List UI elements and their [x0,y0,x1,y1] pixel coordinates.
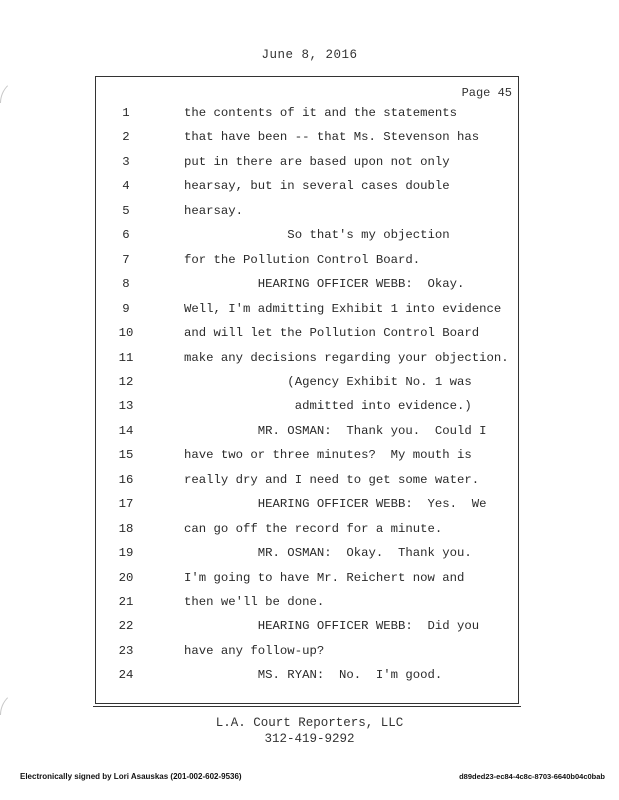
document-date: June 8, 2016 [261,48,358,62]
line-number: 17 [118,497,134,512]
line-number: 8 [122,277,130,292]
line-text: HEARING OFFICER WEBB: Did you [184,619,480,634]
transcript-line [96,571,516,591]
reporter-company: L.A. Court Reporters, LLC [215,716,404,730]
line-text: HEARING OFFICER WEBB: Okay. [184,277,465,292]
line-number: 23 [118,643,134,658]
transcript-line [96,302,516,322]
line-text: then we'll be done. [184,595,325,609]
line-text: hearsay. [184,203,244,218]
transcript-line [96,155,516,175]
line-text: hearsay, but in several cases double [184,179,450,194]
line-number: 14 [118,423,134,438]
transcript-line [96,326,516,346]
line-text: So that's my objection [184,228,450,243]
line-number: 10 [118,326,134,341]
transcript-line [96,375,516,395]
line-number: 22 [118,619,134,634]
line-number: 21 [118,595,134,609]
line-text: MR. OSMAN: Okay. Thank you. [184,546,472,561]
transcript-line [96,497,516,517]
line-number: 13 [118,399,134,414]
line-number: 18 [118,521,134,536]
line-number: 4 [122,179,130,194]
scan-margin-mark [0,690,41,715]
line-text: MR. OSMAN: Thank you. Could I [184,423,487,438]
transcript-line [96,399,516,419]
line-text: MS. RYAN: No. I'm good. [184,668,443,683]
line-text: Well, I'm admitting Exhibit 1 into evidence [184,301,502,316]
line-number: 12 [118,374,134,389]
line-number: 19 [118,546,134,561]
line-text: that have been -- that Ms. Stevenson has [184,130,480,145]
transcript-line [96,253,516,273]
transcript-line [96,277,516,297]
line-text: HEARING OFFICER WEBB: Yes. We [184,497,487,512]
line-text: have any follow-up? [184,643,325,658]
line-number: 1 [122,106,130,120]
line-number: 16 [118,472,134,487]
line-text: make any decisions regarding your objection. [184,350,509,365]
line-text: for the Pollution Control Board. [184,252,421,267]
line-text: have two or three minutes? My mouth is [184,448,472,463]
line-number: 9 [122,301,130,316]
line-text: put in there are based upon not only [184,154,450,169]
transcript-line [96,204,516,224]
reporter-phone: 312-419-9292 [264,732,355,746]
document-hash: d89ded23-ec84-4c8c-8703-6640b04c0bab [459,772,605,781]
line-number: 6 [122,228,130,243]
line-text: admitted into evidence.) [184,399,472,414]
transcript-line [96,228,516,248]
line-number: 24 [118,668,134,683]
line-text: can go off the record for a minute. [184,521,443,536]
line-text: and will let the Pollution Control Board [184,326,480,341]
line-text: really dry and I need to get some water. [184,472,480,487]
transcript-line [96,106,516,126]
line-text: the contents of it and the statements [184,106,458,120]
transcript-line [96,668,516,688]
transcript-line [96,473,516,493]
transcript-line [96,448,516,468]
line-number: 3 [122,154,130,169]
line-number: 5 [122,203,130,218]
page-number: Page 45 [461,86,512,100]
transcript-line [96,546,516,566]
scan-margin-mark [0,78,41,103]
line-number: 7 [122,252,130,267]
line-text: I'm going to have Mr. Reichert now and [184,570,465,585]
transcript-line [96,644,516,664]
line-number: 20 [118,570,134,585]
line-number: 11 [118,350,134,365]
transcript-line [96,595,516,615]
electronic-signature: Electronically signed by Lori Asauskas (201-002-602-9536) [20,772,242,781]
transcript-line [96,130,516,150]
transcript-line [96,522,516,542]
transcript-line [96,351,516,371]
line-text: (Agency Exhibit No. 1 was [184,374,472,389]
transcript-line [96,424,516,444]
transcript-line [96,179,516,199]
transcript-line [96,619,516,639]
transcript-page [95,76,519,704]
line-number: 2 [122,130,130,145]
line-number: 15 [118,448,134,463]
